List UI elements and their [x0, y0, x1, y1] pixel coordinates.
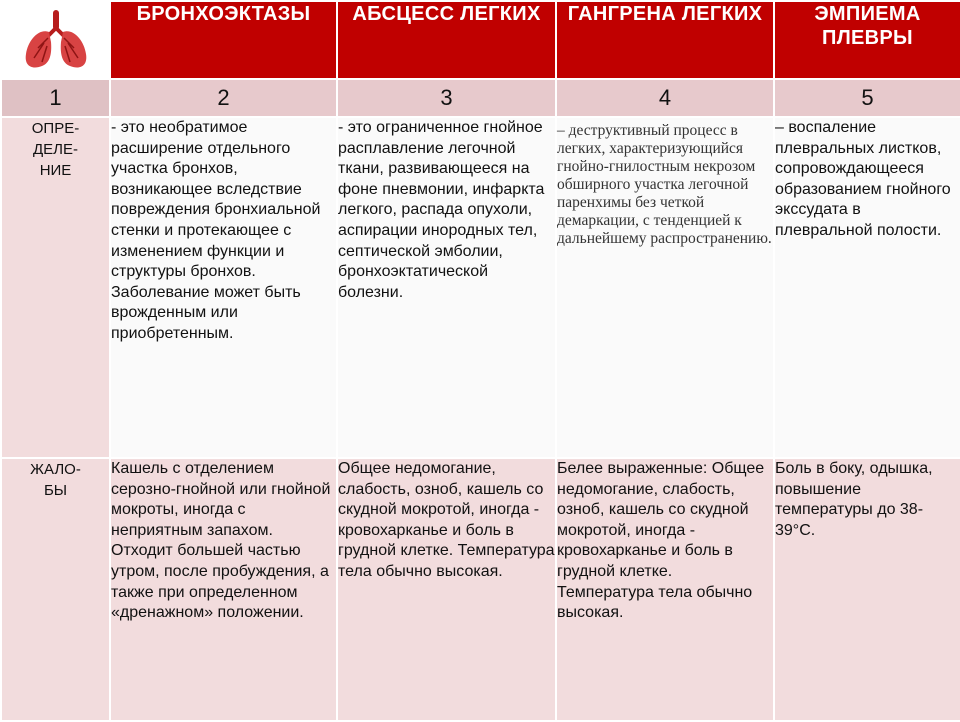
number-row [1, 79, 960, 117]
column-number: 2 [110, 79, 337, 117]
column-number: 1 [1, 79, 110, 117]
table-row-definition [1, 117, 960, 458]
definition-bronchiectasis: - это необратимое расширение отдельного участка бронхов, возникающее вследствие повреждения бронхиальной стенки и протекающее с изменением функции и структуры бронхов. Заболевание может быть врожденным или приобретенным. [110, 117, 337, 458]
logo-cell [1, 1, 110, 79]
header-bronchiectasis: БРОНХОЭКТАЗЫ [110, 1, 337, 79]
complaints-pleural-empyema: Боль в боку, одышка, повышение температуры до 38-39°С. [774, 458, 960, 721]
row-label-text: ОПРЕ-ДЕЛЕ-НИЕ [31, 120, 80, 179]
column-number: 3 [337, 79, 556, 117]
complaints-bronchiectasis: Кашель с отделением серозно-гнойной или гнойной мокроты, иногда с неприятным запахом. Отходит большей частью утром, после пробуждения, а также при определенном «дренажном» положении. [110, 458, 337, 721]
header-row [1, 1, 960, 79]
table-row-complaints [1, 458, 960, 721]
complaints-lung-gangrene: Белее выраженные: Общее недомогание, слабость, озноб, кашель со скудной мокротой, иногда - кровохарканье и боль в грудной клетке. Температура тела обычно высокая. [556, 458, 774, 721]
row-label-text: ЖАЛО-БЫ [30, 461, 81, 499]
row-label-complaints [1, 458, 110, 721]
column-number: 4 [556, 79, 774, 117]
header-pleural-empyema: ЭМПИЕМА ПЛЕВРЫ [774, 1, 960, 79]
header-lung-gangrene: ГАНГРЕНА ЛЕГКИХ [556, 1, 774, 79]
column-number: 5 [774, 79, 960, 117]
lungs-icon [20, 8, 92, 72]
header-lung-abscess: АБСЦЕСС ЛЕГКИХ [337, 1, 556, 79]
definition-lung-abscess: - это ограниченное гнойное расплавление легочной ткани, развивающееся на фоне пневмонии, инфаркта легкого, распада опухоли, аспирации инородных тел, септической эмболии, бронхоэктатической болезни. [337, 117, 556, 458]
definition-pleural-empyema: – воспаление плевральных листков, сопровождающееся образованием гнойного экссудата в плевральной полости. [774, 117, 960, 458]
row-label-definition [1, 117, 110, 458]
definition-lung-gangrene: – деструктивный процесс в легких, характеризующийся гнойно-гнилостным некрозом обширного участка легочной паренхимы без четкой демаркации, с тенденцией к дальнейшему распространению. [556, 117, 774, 458]
complaints-lung-abscess: Общее недомогание, слабость, озноб, кашель со скудной мокротой, иногда - кровохарканье и боль в грудной клетке. Температура тела обычно высокая. [337, 458, 556, 721]
